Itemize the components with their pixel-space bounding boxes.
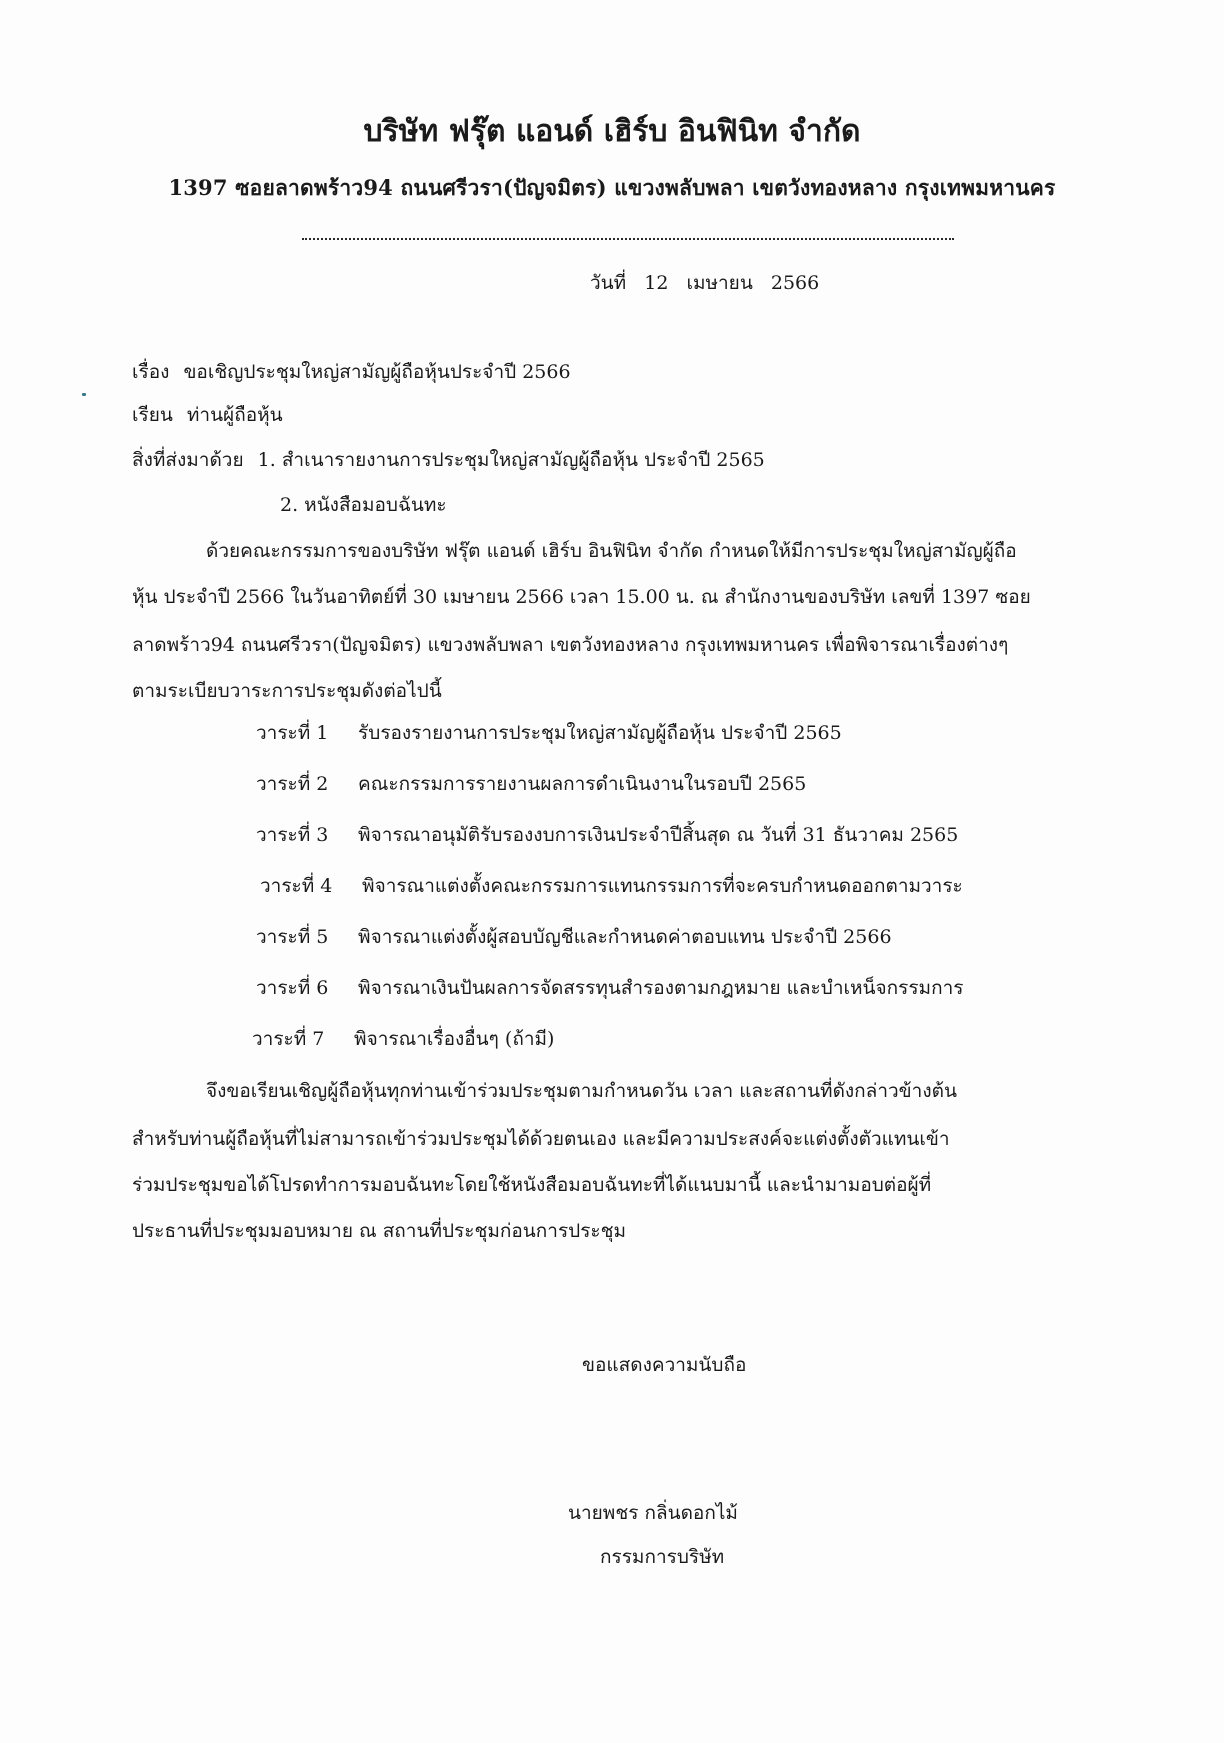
- recipient-line: [132, 400, 283, 430]
- subject-text: ขอเชิญประชุมใหญ่สามัญผู้ถือหุ้นประจำปี 2566: [183, 361, 571, 383]
- closing-line: ร่วมประชุมขอได้โปรดทำการมอบฉันทะโดยใช้หนังสือมอบฉันทะที่ได้แนบมานี้ และนำมามอบต่อผู้ที่: [132, 1174, 932, 1196]
- agenda-item-2: [256, 769, 806, 799]
- recipient-label: เรียน: [132, 404, 173, 426]
- recipient-text: ท่านผู้ถือหุ้น: [186, 404, 283, 426]
- enclosure-line-2: [280, 490, 447, 520]
- letter-date: [590, 268, 831, 298]
- agenda-text: คณะกรรมการรายงานผลการดำเนินงานในรอบปี 2565: [358, 773, 807, 795]
- agenda-text: พิจารณาอนุมัติรับรองงบการเงินประจำปีสิ้นสุด ณ วันที่ 31 ธันวาคม 2565: [358, 824, 959, 846]
- intro-line: ตามระเบียบวาระการประชุมดังต่อไปนี้: [132, 680, 442, 702]
- subject-line: [132, 357, 571, 387]
- signer-name: นายพชร กลิ่นดอกไม้: [568, 1502, 738, 1524]
- intro-line: ลาดพร้าว94 ถนนศรีวรา(ปัญจมิตร) แขวงพลับพลา เขตวังทองหลาง กรุงเทพมหานคร เพื่อพิจารณาเรื่องต่างๆ: [132, 634, 1009, 656]
- enclosure-line-1: [132, 445, 765, 475]
- date-label: วันที่: [590, 272, 627, 294]
- scan-mark: [82, 393, 86, 396]
- agenda-item-7: [252, 1024, 554, 1054]
- intro-line: ด้วยคณะกรรมการของบริษัท ฟรุ๊ต แอนด์ เฮิร์บ อินฟินิท จำกัด กำหนดให้มีการประชุมใหญ่สามัญผู้ถือ: [206, 540, 1017, 562]
- date-day: 12: [644, 272, 669, 294]
- agenda-number: วาระที่ 6: [256, 977, 329, 999]
- date-month: เมษายน: [686, 272, 753, 294]
- agenda-item-5: [256, 922, 892, 952]
- agenda-text: พิจารณาเงินปันผลการจัดสรรทุนสำรองตามกฎหมาย และบำเหน็จกรรมการ: [358, 977, 964, 999]
- agenda-number: วาระที่ 1: [256, 722, 329, 744]
- closing-line: จึงขอเรียนเชิญผู้ถือหุ้นทุกท่านเข้าร่วมประชุมตามกำหนดวัน เวลา และสถานที่ดังกล่าวข้างต้น: [206, 1080, 957, 1102]
- closing-line: สำหรับท่านผู้ถือหุ้นที่ไม่สามารถเข้าร่วมประชุมได้ด้วยตนเอง และมีความประสงค์จะแต่งตั้งตัวแทนเข้า: [132, 1128, 950, 1150]
- agenda-number: วาระที่ 3: [256, 824, 329, 846]
- agenda-number: วาระที่ 2: [256, 773, 329, 795]
- closing-line: ประธานที่ประชุมมอบหมาย ณ สถานที่ประชุมก่อนการประชุม: [132, 1220, 627, 1242]
- company-address: 1397 ซอยลาดพร้าว94 ถนนศรีวรา(ปัญจมิตร) แขวงพลับพลา เขตวังทองหลาง กรุงเทพมหานคร: [168, 175, 1056, 200]
- agenda-number: วาระที่ 7: [252, 1028, 325, 1050]
- agenda-item-6: [256, 973, 963, 1003]
- subject-label: เรื่อง: [132, 361, 170, 383]
- dotted-divider: [302, 238, 954, 240]
- agenda-number: วาระที่ 4: [260, 875, 333, 897]
- date-year: 2566: [770, 272, 820, 294]
- agenda-number: วาระที่ 5: [256, 926, 329, 948]
- enclosure-item: 2. หนังสือมอบฉันทะ: [280, 494, 447, 516]
- company-name: บริษัท ฟรุ๊ต แอนด์ เฮิร์บ อินฟินิท จำกัด: [363, 114, 861, 149]
- enclosure-item: 1. สำเนารายงานการประชุมใหญ่สามัญผู้ถือหุ้น ประจำปี 2565: [257, 449, 765, 471]
- agenda-text: พิจารณาเรื่องอื่นๆ (ถ้ามี): [354, 1028, 555, 1050]
- agenda-text: พิจารณาแต่งตั้งคณะกรรมการแทนกรรมการที่จะครบกำหนดออกตามวาระ: [362, 875, 963, 897]
- agenda-item-4: [260, 871, 963, 901]
- signer-title: กรรมการบริษัท: [600, 1546, 725, 1568]
- agenda-item-3: [256, 820, 958, 850]
- regards-text: ขอแสดงความนับถือ: [582, 1354, 747, 1376]
- enclosure-label: สิ่งที่ส่งมาด้วย: [132, 449, 244, 471]
- agenda-text: พิจารณาแต่งตั้งผู้สอบบัญชีและกำหนดค่าตอบแทน ประจำปี 2566: [358, 926, 892, 948]
- agenda-text: รับรองรายงานการประชุมใหญ่สามัญผู้ถือหุ้น ประจำปี 2565: [358, 722, 842, 744]
- agenda-item-1: [256, 718, 842, 748]
- intro-line: หุ้น ประจำปี 2566 ในวันอาทิตย์ที่ 30 เมษายน 2566 เวลา 15.00 น. ณ สำนักงานของบริษัท เลขที่ 1397 ซอย: [132, 586, 1031, 608]
